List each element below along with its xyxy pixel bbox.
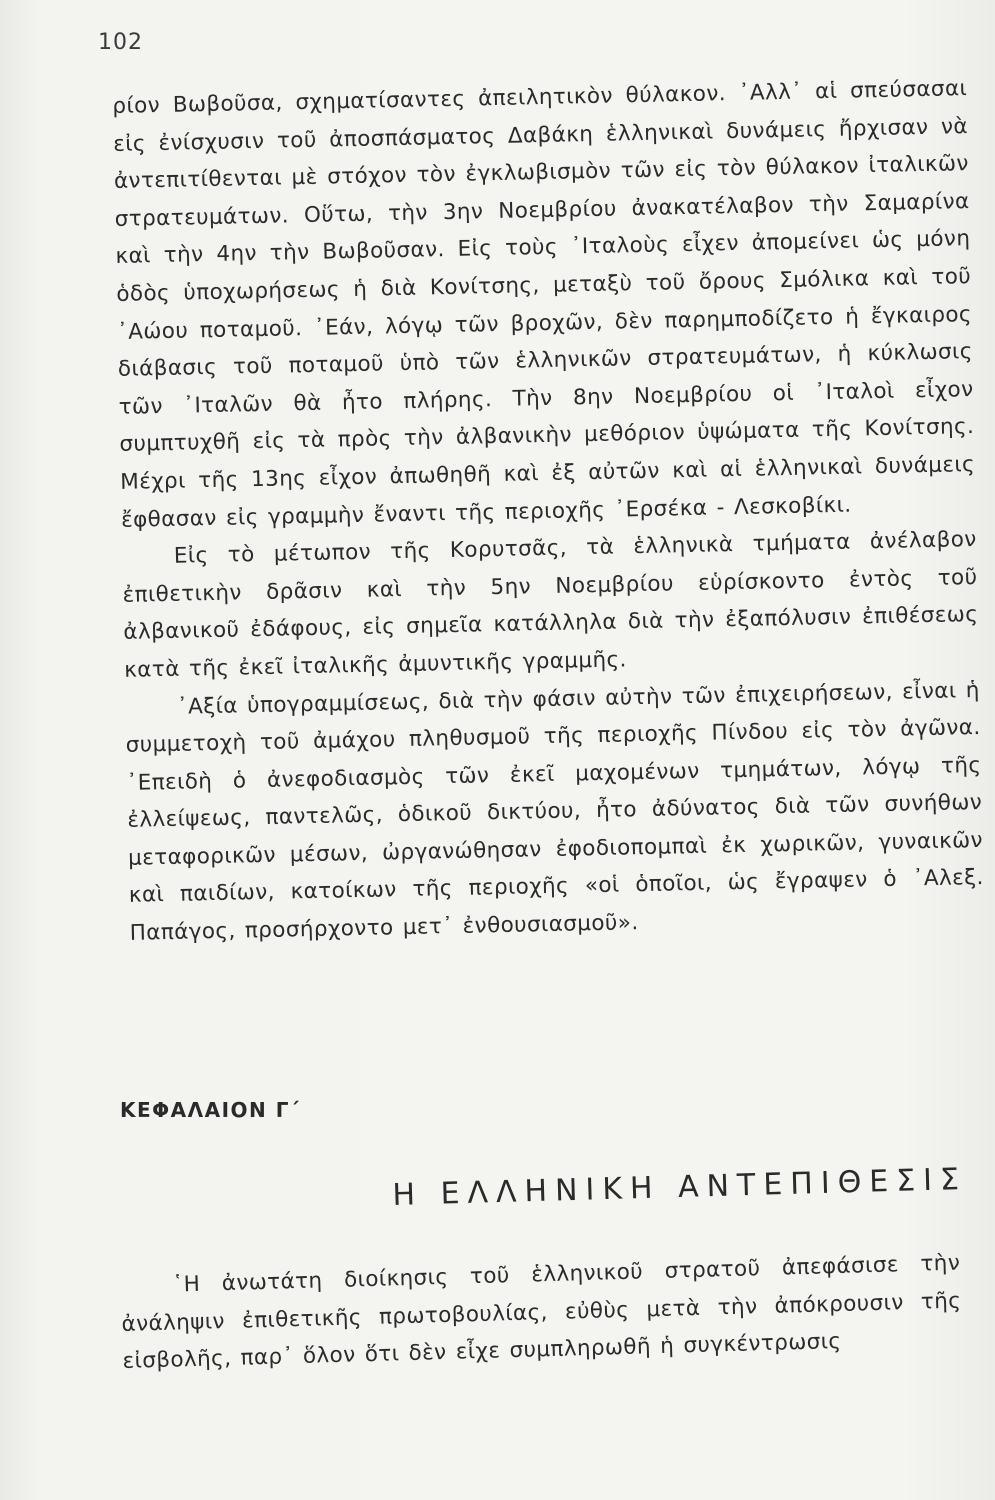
paragraph-1: ρίον Βωβοῦσα, σχηματίσαντες ἀπειλητικὸν θύλακον. ᾿Αλλ᾿ αἱ σπεύσασαι εἰς ἐνίσχυσιν τοῦ ἀποσπάσματος Δαβάκη ἑλληνικαὶ δυνάμεις ἤρχισαν νὰ ἀντεπιτίθενται μὲ στόχον τὸν ἐγκλωβισμὸν τῶν εἰς τὸν θύλακον ἰταλικῶν στρατευμάτων. Οὕτω, τὴν 3ην Νοεμβρίου ἀνακατέλαβον τὴν Σαμαρίνα καὶ τὴν 4ην τὴν Βωβοῦσαν. Εἰς τοὺς ᾿Ιταλοὺς εἶχεν ἀπομείνει ὡς μόνη ὁδὸς ὑποχωρήσεως ἡ διὰ Κονίτσης, μεταξὺ τοῦ ὄρους Σμόλικα καὶ τοῦ ᾿Αώου ποταμοῦ. ᾿Εάν, λόγῳ τῶν βροχῶν, δὲν παρημποδίζετο ἡ ἔγκαιρος διάβασις τοῦ ποταμοῦ ὑπὸ τῶν ἑλληνικῶν στρατευμάτων, ἡ κύκλωσις τῶν ᾿Ιταλῶν θὰ ἦτο πλήρης. Τὴν 8ην Νοεμβρίου οἱ ᾿Ιταλοὶ εἶχον συμπτυχθῆ εἰς τὰ πρὸς τὴν ἀλβανικὴν μεθόριον ὑψώματα τῆς Κονίτσης. Μέχρι τῆς 13ης εἶχον ἀπωθηθῆ καὶ ἐξ αὐτῶν καὶ αἱ ἑλληνικαὶ δυνάμεις ἔφθασαν εἰς γραμμὴν ἔναντι τῆς περιοχῆς ᾿Ερσέκα - Λεσκοβίκι. (112, 76, 976, 533)
chapter-label: ΚΕΦΑΛΑΙΟΝ Γ΄ (120, 1098, 301, 1122)
paragraph-2: Εἰς τὸ μέτωπον τῆς Κορυτσᾶς, τὰ ἑλληνικὰ τμήματα ἀνέλαβον ἐπιθετικὴν δρᾶσιν καὶ τὴν 5ην Νοεμβρίου εὑρίσκοντο ἐντὸς τοῦ ἀλβανικοῦ ἐδάφους, εἰς σημεῖα κατάλληλα διὰ τὴν ἐξαπόλυσιν ἐπιθέσεως κατὰ τῆς ἐκεῖ ἰταλικῆς ἀμυντικῆς γραμμῆς. (122, 527, 979, 683)
chapter-title: Η ΕΛΛΗΝΙΚΗ ΑΝΤΕΠΙΘΕΣΙΣ (392, 1161, 968, 1213)
body-text-block (112, 70, 985, 952)
chapter-opening-paragraph: ῾Η ἀνωτάτη διοίκησις τοῦ ἑλληνικοῦ στρατοῦ ἀπεφάσισε τὴν ἀνάληψιν ἐπιθετικῆς πρωτοβουλίας, εὐθὺς μετὰ τὴν ἀπόκρουσιν τῆς εἰσβολῆς, παρ᾿ ὅλον ὅτι δὲν εἶχε συμπληρωθῆ ἡ συγκέντρωσις (121, 1250, 962, 1375)
page-number: 102 (98, 30, 143, 55)
paragraph-3: ᾿Αξία ὑπογραμμίσεως, διὰ τὴν φάσιν αὐτὴν τῶν ἐπιχειρήσεων, εἶναι ἡ συμμετοχὴ τοῦ ἀμάχου πληθυσμοῦ τῆς περιοχῆς Πίνδου εἰς τὸν ἀγῶνα. ᾿Επειδὴ ὁ ἀνεφοδιασμὸς τῶν ἐκεῖ μαχομένων τμημάτων, λόγῳ τῆς ἐλλείψεως, παντελῶς, ὁδικοῦ δικτύου, ἦτο ἀδύνατος διὰ τῶν συνήθων μεταφορικῶν μέσων, ὠργανώθησαν ἐφοδιοπομπαὶ ἐκ χωρικῶν, γυναικῶν καὶ παιδίων, κατοίκων τῆς περιοχῆς «οἱ ὁποῖοι, ὡς ἔγραψεν ὁ ᾿Αλεξ. Παπάγος, προσήρχοντο μετ᾿ ἐνθουσιασμοῦ». (125, 677, 984, 946)
chapter-opening-block (120, 1245, 963, 1381)
